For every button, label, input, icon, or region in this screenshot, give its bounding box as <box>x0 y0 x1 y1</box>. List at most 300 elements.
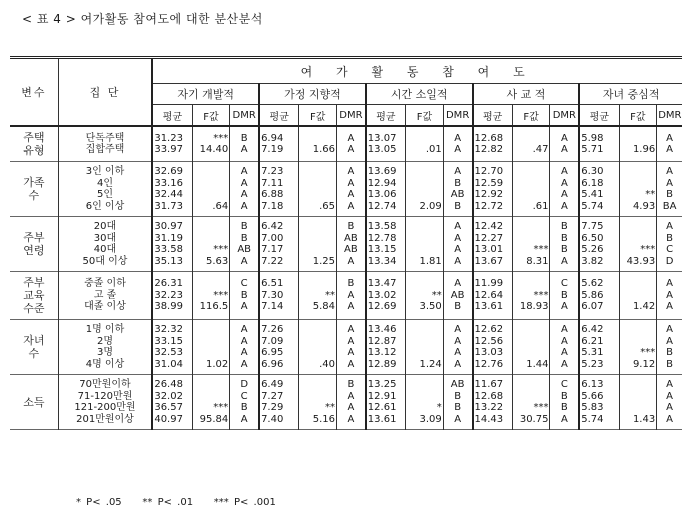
mean-value-line: 12.94 <box>367 177 397 189</box>
dmr-value-line: B <box>560 390 568 402</box>
f-value <box>619 126 657 162</box>
dmr-value-line: B <box>240 402 248 413</box>
mean-value-line: 5.31 <box>581 347 604 358</box>
mean-value-line: 12.62 <box>474 324 504 335</box>
mean-value-line: 31.73 <box>154 200 183 212</box>
dmr-value-line: B <box>560 221 568 232</box>
mean-value-line: 7.17 <box>261 244 284 255</box>
mean-value-line: 12.69 <box>367 301 397 313</box>
dmr-value-line: AB <box>344 232 358 244</box>
f-value <box>619 272 657 320</box>
mean-value-line: 7.19 <box>261 144 284 155</box>
f-value-line <box>621 324 656 336</box>
mean-value-line: 6.07 <box>581 301 604 313</box>
mean-value-line: 6.13 <box>581 379 604 390</box>
mean-value-line: 12.78 <box>367 232 397 244</box>
dmr-value-line: B <box>454 390 462 402</box>
f-value-line: 30.75 <box>519 413 549 425</box>
mean-value-line: 12.82 <box>474 144 504 155</box>
f-value-line <box>514 233 549 245</box>
mean-value-line: 13.46 <box>367 324 397 335</box>
dmr-value-line: A <box>454 413 462 425</box>
f-value-line: ** <box>325 402 335 413</box>
mean-value-line: 5.66 <box>581 390 604 402</box>
dmr-value <box>550 320 579 375</box>
f-value-line <box>514 336 549 348</box>
mean-value-line: 13.12 <box>367 347 397 358</box>
mean-value-line: 6.42 <box>581 324 604 335</box>
mean-value <box>259 126 299 162</box>
dmr-value <box>657 162 682 217</box>
mean-value-line: 6.88 <box>261 189 284 200</box>
f-value-line: 5.16 <box>312 413 335 425</box>
f-value-line: 1.43 <box>632 413 656 425</box>
mean-value-line: 13.58 <box>367 221 397 232</box>
f-value-line: 43.93 <box>626 255 656 267</box>
table-caption: < 표 4 > 여가활동 참여도에 대한 분산분석 <box>22 12 263 26</box>
dmr-value <box>337 162 366 217</box>
mean-value <box>259 320 299 375</box>
f-value-line <box>621 391 656 403</box>
mean-value <box>366 126 406 162</box>
f-value-line <box>621 233 656 245</box>
f-value-line: *** <box>533 402 549 413</box>
subheader-mean: 평균 <box>152 105 192 127</box>
f-value <box>192 320 230 375</box>
f-value <box>299 272 337 320</box>
f-value-line: 9.12 <box>632 358 656 370</box>
f-value-line <box>407 244 442 256</box>
mean-value <box>366 375 406 430</box>
mean-value-line: 13.05 <box>367 144 397 155</box>
mean-value <box>152 272 192 320</box>
f-value-line <box>300 133 335 145</box>
dmr-value-line: A <box>560 335 568 347</box>
dmr-value-line: A <box>666 402 674 413</box>
f-value-line <box>300 379 335 391</box>
dmr-value <box>230 217 259 272</box>
group-label-line: 중졸 이하 <box>84 278 126 290</box>
dmr-value-line: A <box>347 413 355 425</box>
dmr-value <box>550 217 579 272</box>
mean-value-line: 5.71 <box>581 144 604 155</box>
f-value <box>192 126 230 162</box>
mean-value-line: 14.43 <box>474 413 504 425</box>
f-value-line <box>194 178 229 190</box>
group-label <box>58 217 152 272</box>
mean-value-line: 38.99 <box>154 301 183 313</box>
f-value <box>512 217 550 272</box>
dmr-value-line: B <box>560 402 568 413</box>
mean-value-line: 13.02 <box>367 289 397 301</box>
mean-value-line: 12.87 <box>367 335 397 347</box>
mean-value-line: 5.74 <box>581 200 604 212</box>
dmr-value <box>443 272 472 320</box>
mean-value-line: 13.67 <box>474 255 504 267</box>
mean-value <box>473 126 513 162</box>
dmr-value-line: B <box>240 132 248 144</box>
mean-value-line: 13.15 <box>367 244 397 255</box>
dmr-value-line: D <box>240 379 249 390</box>
group-label-line: 50대 이상 <box>82 255 128 267</box>
subheader-dmr: DMR <box>550 105 579 127</box>
dmr-value-line: A <box>240 166 248 177</box>
mean-value <box>579 272 619 320</box>
dmr-value-line: B <box>240 232 248 244</box>
dmr-value-line: A <box>454 221 462 232</box>
dmr-value-line: AB <box>450 189 465 200</box>
mean-value-line: 6.21 <box>581 335 604 347</box>
mean-value-line: 12.89 <box>367 358 397 370</box>
mean-value <box>579 162 619 217</box>
table-row <box>10 217 682 272</box>
dmr-value-line: C <box>560 379 568 390</box>
mean-value-line: 7.40 <box>261 413 284 425</box>
mean-value-line: 5.74 <box>581 413 604 425</box>
dmr-value <box>550 162 579 217</box>
mean-value-line: 12.74 <box>367 200 397 212</box>
dmr-value-line: A <box>347 301 355 313</box>
mean-value-line: 32.02 <box>154 390 183 402</box>
mean-value-line: 12.68 <box>474 390 504 402</box>
variable-name: 주부 연령 <box>23 231 45 257</box>
dmr-value-line: A <box>666 324 674 335</box>
mean-value <box>259 162 299 217</box>
mean-value-line: 33.16 <box>154 177 183 189</box>
mean-value-line: 7.00 <box>261 232 284 244</box>
f-value-line: 3.09 <box>419 413 442 425</box>
f-value-line <box>194 336 229 348</box>
dmr-value-line: A <box>666 278 674 290</box>
f-value-line <box>300 244 335 256</box>
mean-value-line: 7.75 <box>581 221 604 232</box>
f-value <box>299 126 337 162</box>
dmr-value-line: A <box>666 144 674 155</box>
group-label-line: 단독주택 <box>85 132 125 144</box>
f-value-line: .47 <box>532 144 549 155</box>
dmr-value-line: A <box>347 200 355 212</box>
f-value <box>619 375 657 430</box>
f-value <box>299 162 337 217</box>
f-value-line <box>407 233 442 245</box>
f-value-line <box>407 189 442 201</box>
subheader-dmr: DMR <box>230 105 259 127</box>
group-label-line: 71-120만원 <box>77 390 133 402</box>
mean-value <box>152 320 192 375</box>
f-value-line <box>621 278 656 290</box>
f-value <box>512 375 550 430</box>
dmr-value-line: A <box>560 347 568 358</box>
mean-value-line: 12.59 <box>474 177 504 189</box>
dmr-value-line: A <box>240 358 248 370</box>
category-header: 가정 지향적 <box>259 84 366 105</box>
f-value-line <box>407 391 442 403</box>
dmr-value <box>443 217 472 272</box>
subheader-f-value: F값 <box>512 105 550 127</box>
mean-value-line: 6.50 <box>581 232 604 244</box>
mean-value-line: 26.31 <box>154 278 183 290</box>
f-value-line <box>300 166 335 178</box>
mean-value-line: 13.69 <box>367 166 397 177</box>
dmr-value-line: B <box>240 221 248 232</box>
mean-value-line: 26.48 <box>154 379 183 390</box>
mean-value-line: 7.22 <box>261 255 284 267</box>
f-value-line <box>514 221 549 233</box>
f-value-line <box>194 379 229 391</box>
mean-value-line: 12.91 <box>367 390 397 402</box>
f-value-line <box>300 278 335 290</box>
dmr-value-line: AB <box>237 244 252 255</box>
dmr-value-line: D <box>665 255 674 267</box>
mean-value-line: 32.44 <box>154 189 183 200</box>
group-header: 집 단 <box>58 58 152 127</box>
dmr-value <box>337 217 366 272</box>
mean-value-line: 12.42 <box>474 221 504 232</box>
dmr-value <box>657 126 682 162</box>
dmr-value-line: A <box>240 255 248 267</box>
dmr-value-line: B <box>560 289 568 301</box>
dmr-value-line: A <box>560 200 568 212</box>
mean-value-line: 36.57 <box>154 402 183 413</box>
dmr-value-line: A <box>347 144 355 155</box>
dmr-value-line: A <box>240 144 248 155</box>
f-value-line: 1.81 <box>419 255 442 267</box>
f-value-line <box>300 178 335 190</box>
f-value-line <box>300 221 335 233</box>
f-value-line <box>194 278 229 290</box>
f-value <box>512 272 550 320</box>
dmr-value-line: B <box>560 232 568 244</box>
dmr-value-line: B <box>240 289 248 301</box>
variable-header: 변수 <box>21 86 47 99</box>
f-value-line: 1.66 <box>312 144 335 155</box>
dmr-value <box>657 320 682 375</box>
participation-header: 여 가 활 동 참 여 도 <box>152 58 682 84</box>
f-value-line <box>621 221 656 233</box>
dmr-value-line: A <box>347 347 355 358</box>
mean-value-line: 5.86 <box>581 289 604 301</box>
dmr-value-line: C <box>560 278 568 290</box>
group-label-line: 3인 이하 <box>85 166 125 177</box>
f-value-line: *** <box>533 244 549 255</box>
mean-value-line: 6.51 <box>261 278 284 290</box>
mean-value-line: 12.27 <box>474 232 504 244</box>
f-value-line <box>407 324 442 336</box>
f-value-line: ** <box>645 189 656 200</box>
f-value-line <box>514 347 549 359</box>
f-value-line: *** <box>533 289 549 301</box>
table-row <box>10 320 682 375</box>
mean-value <box>579 320 619 375</box>
table-row <box>10 375 682 430</box>
f-value-line <box>300 324 335 336</box>
mean-value-line: 13.61 <box>367 413 397 425</box>
f-value <box>406 272 444 320</box>
mean-value <box>152 126 192 162</box>
subheader-f-value: F값 <box>619 105 657 127</box>
dmr-value-line: A <box>666 335 674 347</box>
f-value <box>619 162 657 217</box>
mean-value-line: 31.23 <box>154 132 183 144</box>
group-label <box>58 126 152 162</box>
f-value-line <box>194 324 229 336</box>
dmr-value-line: A <box>454 232 462 244</box>
mean-value <box>259 375 299 430</box>
dmr-value-line: A <box>560 301 568 313</box>
dmr-value <box>550 375 579 430</box>
f-value-line: 1.96 <box>632 144 656 155</box>
group-label-line: 3명 <box>96 347 113 358</box>
mean-value <box>579 126 619 162</box>
f-value-line: .61 <box>532 200 549 212</box>
f-value-line <box>621 133 656 145</box>
f-value-line: *** <box>640 244 656 255</box>
f-value <box>192 272 230 320</box>
mean-value-line: 13.07 <box>367 132 397 144</box>
dmr-value-line: B <box>347 278 355 290</box>
dmr-value-line: A <box>347 335 355 347</box>
mean-value-line: 30.97 <box>154 221 183 232</box>
table-row <box>10 272 682 320</box>
subheader-mean: 평균 <box>473 105 513 127</box>
f-value-line <box>621 290 656 302</box>
f-value-line <box>300 391 335 403</box>
group-label <box>58 162 152 217</box>
mean-value-line: 6.42 <box>261 221 284 232</box>
mean-value <box>259 272 299 320</box>
subheader-mean: 평균 <box>579 105 619 127</box>
mean-value-line: 13.22 <box>474 402 504 413</box>
dmr-value <box>230 162 259 217</box>
mean-value-line: 35.13 <box>154 255 183 267</box>
f-value <box>512 126 550 162</box>
f-value <box>406 320 444 375</box>
f-value-line <box>300 347 335 359</box>
mean-value-line: 7.14 <box>261 301 284 313</box>
f-value-line <box>300 336 335 348</box>
mean-value-line: 31.04 <box>154 358 183 370</box>
dmr-value-line: A <box>454 324 462 335</box>
mean-value-line: 12.68 <box>474 132 504 144</box>
dmr-value-line: A <box>666 390 674 402</box>
f-value-line: 116.5 <box>199 301 229 313</box>
f-value-line: 14.40 <box>199 144 229 155</box>
dmr-value-line: A <box>560 324 568 335</box>
f-value-line <box>514 379 549 391</box>
dmr-value-line: A <box>240 177 248 189</box>
f-value-line <box>194 221 229 233</box>
dmr-value-line: A <box>347 177 355 189</box>
dmr-value-line: A <box>666 166 674 177</box>
mean-value-line: 13.25 <box>367 379 397 390</box>
subheader-mean: 평균 <box>259 105 299 127</box>
dmr-value-line: AB <box>344 244 358 255</box>
f-value <box>299 217 337 272</box>
dmr-value-line: A <box>240 347 248 358</box>
dmr-value-line: B <box>666 232 674 244</box>
mean-value <box>473 162 513 217</box>
dmr-value <box>657 375 682 430</box>
f-value-line <box>194 166 229 178</box>
dmr-value-line: A <box>560 177 568 189</box>
mean-value-line: 13.47 <box>367 278 397 290</box>
mean-value-line: 33.15 <box>154 335 183 347</box>
dmr-value-line: C <box>240 278 248 290</box>
f-value-line <box>407 221 442 233</box>
dmr-value-line: B <box>454 402 462 413</box>
dmr-value-line: A <box>560 144 568 155</box>
mean-value-line: 12.56 <box>474 335 504 347</box>
f-value-line <box>194 189 229 201</box>
dmr-value-line: A <box>347 132 355 144</box>
dmr-value-line: A <box>560 413 568 425</box>
dmr-value-line: B <box>560 244 568 255</box>
dmr-value-line: A <box>560 255 568 267</box>
mean-value-line: 6.96 <box>261 358 284 370</box>
mean-value-line: 13.03 <box>474 347 504 358</box>
mean-value <box>366 217 406 272</box>
mean-value-line: 32.32 <box>154 324 183 335</box>
f-value-line <box>194 391 229 403</box>
mean-value-line: 7.27 <box>261 390 284 402</box>
f-value-line <box>514 189 549 201</box>
dmr-value <box>337 126 366 162</box>
mean-value-line: 6.18 <box>581 177 604 189</box>
f-value <box>192 162 230 217</box>
f-value <box>619 217 657 272</box>
table-body <box>10 126 682 430</box>
dmr-value-line: B <box>454 200 462 212</box>
f-value <box>299 320 337 375</box>
dmr-value <box>337 375 366 430</box>
dmr-value-line: B <box>666 189 674 200</box>
mean-value-line: 12.72 <box>474 200 504 212</box>
mean-value <box>259 217 299 272</box>
f-value-line: 4.93 <box>632 200 656 212</box>
dmr-value-line: A <box>347 289 355 301</box>
category-header: 시간 소일적 <box>366 84 473 105</box>
f-value-line: *** <box>640 347 656 358</box>
mean-value <box>579 375 619 430</box>
mean-value <box>473 320 513 375</box>
mean-value-line: 3.82 <box>581 255 604 267</box>
mean-value-line: 13.01 <box>474 244 504 255</box>
dmr-value-line: B <box>454 301 462 313</box>
dmr-value <box>230 320 259 375</box>
group-label-line: 6인 이상 <box>85 200 125 212</box>
dmr-value-line: A <box>560 166 568 177</box>
f-value-line <box>621 336 656 348</box>
group-label-line: 20대 <box>93 221 117 232</box>
dmr-value-line: A <box>666 132 674 144</box>
f-value-line <box>514 278 549 290</box>
mean-value <box>366 272 406 320</box>
mean-value-line: 12.70 <box>474 166 504 177</box>
mean-value-line: 40.97 <box>154 413 183 425</box>
f-value <box>406 375 444 430</box>
mean-value-line: 11.67 <box>474 379 504 390</box>
category-header: 자녀 중심적 <box>579 84 682 105</box>
f-value <box>619 320 657 375</box>
f-value-line: 3.50 <box>419 301 442 313</box>
mean-value <box>473 217 513 272</box>
table-row <box>10 126 682 162</box>
f-value-line: 1.24 <box>419 358 442 370</box>
mean-value-line: 33.97 <box>154 144 183 155</box>
f-value-line: 1.25 <box>312 255 335 267</box>
dmr-value-line: A <box>347 166 355 177</box>
mean-value-line: 12.76 <box>474 358 504 370</box>
